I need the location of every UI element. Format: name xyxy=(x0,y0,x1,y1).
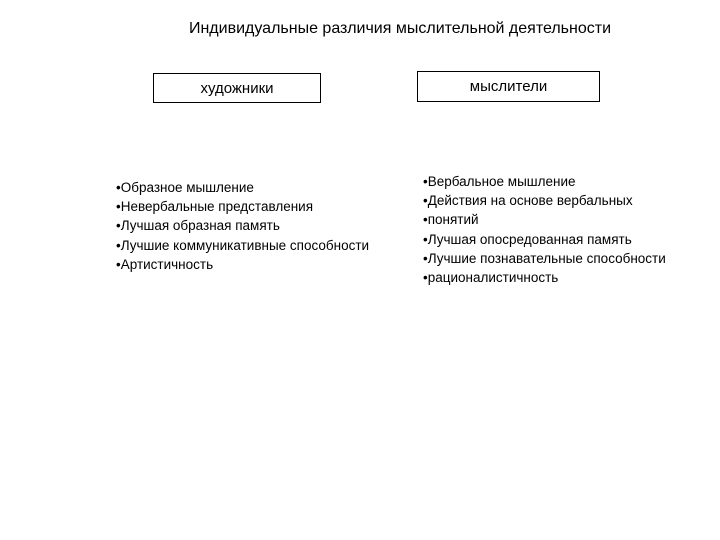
thinkers-trait-item: •Вербальное мышление xyxy=(423,174,576,189)
artists-trait-list xyxy=(116,178,369,274)
artists-trait-item: •Артистичность xyxy=(116,256,214,272)
artists-box xyxy=(153,73,321,103)
thinkers-trait-item: •понятий xyxy=(423,212,479,228)
artists-trait-item: •Образное мышление xyxy=(116,180,254,195)
thinkers-trait-item: •Лучшие познавательные способности xyxy=(423,250,666,266)
thinkers-trait-item: •рационалистичность xyxy=(423,270,559,286)
artists-trait-item: •Невербальные представления xyxy=(116,199,314,215)
artists-heading: художники xyxy=(200,80,274,97)
artists-trait-item: •Лучшие коммуникативные способности xyxy=(116,237,370,253)
thinkers-trait-item: •Лучшая опосредованная память xyxy=(423,231,632,247)
artists-trait-item: •Лучшая образная память xyxy=(116,218,280,234)
slide-title: Индивидуальные различия мыслительной деятельности xyxy=(188,20,612,37)
thinkers-trait-list xyxy=(423,172,666,287)
thinkers-heading: мыслители xyxy=(469,78,548,95)
thinkers-box xyxy=(417,71,600,102)
thinkers-trait-item: •Действия на основе вербальных xyxy=(423,193,633,209)
